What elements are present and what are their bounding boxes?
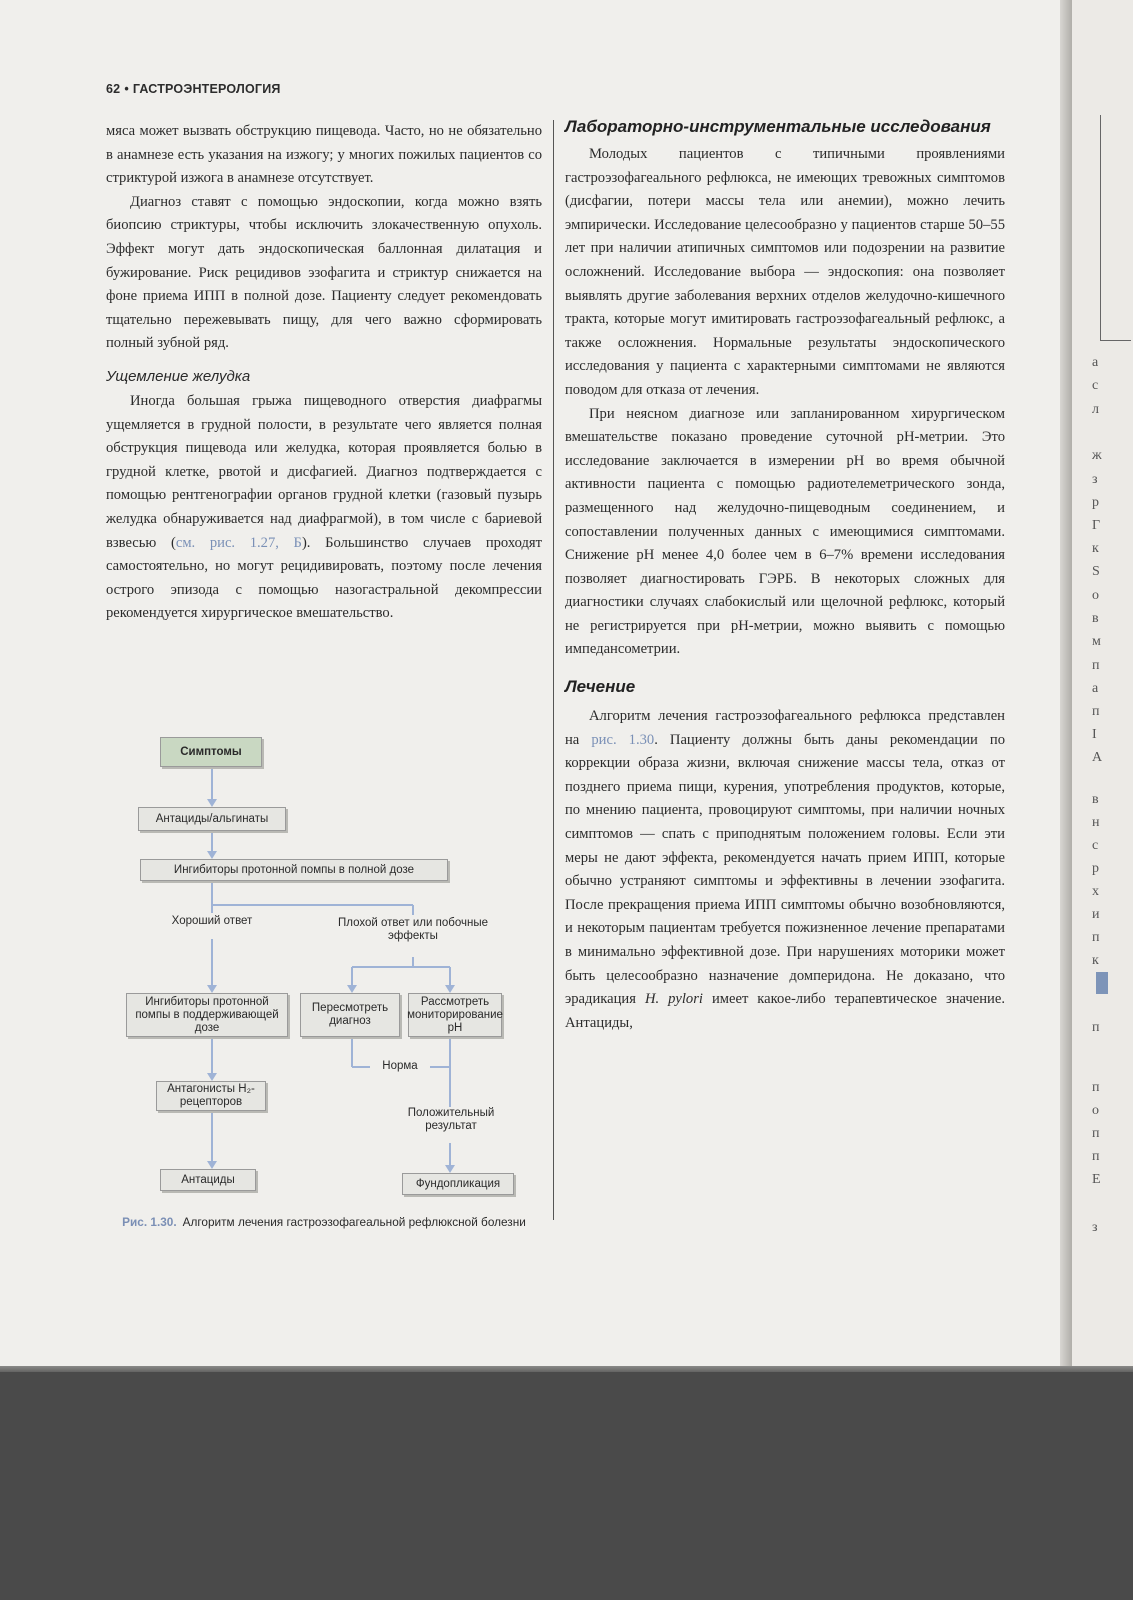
next-page-accent-bar bbox=[1096, 972, 1108, 994]
edge-letter: р bbox=[1092, 861, 1099, 876]
figure-reference-1-30[interactable]: рис. 1.30 bbox=[591, 731, 655, 748]
subheading-stomach-strangulation: Ущемление желудка bbox=[106, 367, 251, 385]
edge-letter: с bbox=[1092, 838, 1099, 853]
edge-letter: с bbox=[1092, 378, 1099, 393]
left-paragraph-3-text-a: Иногда большая грыжа пищеводного отверстия диафрагмы ущемляется в грудной полости, в результате чего является полная обструкция пищевода или желудка, которая проявляется болью в грудной клетке, рвотой и дисфагией. Диагноз подтверждается с помощью рентгенографии органов грудной клетки (газовый пузырь желудка обнаруживается над диафрагмой), в том числе с бариевой взвесью ( bbox=[106, 392, 542, 551]
caption-text: Алгоритм лечения гастроэзофагеальной рефлюксной болезни bbox=[182, 1215, 526, 1229]
edge-letter: з bbox=[1092, 472, 1098, 487]
label-positive-result: Положительный результат bbox=[407, 1107, 495, 1132]
edge-letter: о bbox=[1092, 588, 1099, 603]
box-symptoms: Симптомы bbox=[160, 737, 262, 767]
edge-letter: ж bbox=[1092, 448, 1102, 463]
label-poor-response: Плохой ответ или побочные эффекты bbox=[338, 917, 488, 942]
heading-lab-instrumental: Лабораторно-инструментальные исследования bbox=[565, 117, 991, 136]
header-bullet: • bbox=[124, 82, 129, 96]
edge-letter: з bbox=[1092, 1220, 1098, 1235]
scanner-background bbox=[0, 1372, 1133, 1600]
box-ph-monitoring: Рассмотреть мониторирование pH bbox=[408, 993, 502, 1037]
edge-letter: А bbox=[1092, 750, 1103, 765]
edge-letter: п bbox=[1092, 704, 1100, 719]
label-norm: Норма bbox=[370, 1060, 430, 1073]
box-antacids-alginates: Антациды/альгинаты bbox=[138, 807, 286, 831]
edge-letter: а bbox=[1092, 681, 1099, 696]
page-gutter-shadow bbox=[1060, 0, 1072, 1372]
left-paragraph-2: Диагноз ставят с помощью эндоскопии, когда можно взять биопсию стриктуры, чтобы исключить злокачественную опухоль. Эффект могут дать эндоскопическая баллонная дилатация и бужирование. Риск рецидивов эзофагита и стриктур снижается на фоне приема ИПП в полной дозе. Пациенту следует рекомендовать тщательно пережевывать пищу, для чего важно сформировать полный зубной ряд. bbox=[106, 193, 542, 352]
right-paragraph-3-text-b: . Пациенту должны быть даны рекомендации по коррекции образа жизни, включая снижение массы тела, отказ от позднего приема пищи, курения, употребления продуктов, которые, по мнению пациента, провоцируют симптомы, при наличии ночных симптомов — спать с приподнятым положением головы. Если эти меры не дают эффекта, рекомендуется начать прием ИПП, которые обычно устраняют симптомы и эффективны в лечении эзофагита. После прекращения приема ИПП симптомы обычно возобновляются, и некоторым пациентам требуется пожизненное лечение препаратами в минимально эффективной дозе. При нарушениях моторики может быть целесообразно назначение домперидона. Не доказано, что эрадикация bbox=[565, 731, 1006, 1008]
figure-caption bbox=[106, 1214, 542, 1230]
edge-letter: п bbox=[1092, 1126, 1100, 1141]
left-paragraph-3 bbox=[106, 390, 542, 626]
box-ppi-maintenance: Ингибиторы протонной помпы в поддерживающей дозе bbox=[126, 993, 288, 1037]
box-h2-antagonists: Антагонисты H₂-рецепторов bbox=[156, 1081, 266, 1111]
page-number: 62 bbox=[106, 82, 121, 96]
gerd-algorithm-figure bbox=[120, 735, 540, 1205]
right-column bbox=[565, 116, 1005, 1035]
figure-reference-1-27[interactable]: см. рис. 1.27, Б bbox=[175, 534, 302, 551]
edge-letter: р bbox=[1092, 495, 1099, 510]
box-reconsider-diagnosis: Пересмотреть диагноз bbox=[300, 993, 400, 1037]
edge-letter: а bbox=[1092, 355, 1099, 370]
label-good-response: Хороший ответ bbox=[171, 915, 253, 927]
running-header bbox=[106, 82, 281, 96]
edge-letter: о bbox=[1092, 1103, 1099, 1118]
edge-letter: п bbox=[1092, 930, 1100, 945]
right-paragraph-3-text-a: Алгоритм лечения гастроэзофагеального рефлюкса представлен на bbox=[565, 708, 1005, 748]
section-title: ГАСТРОЭНТЕРОЛОГИЯ bbox=[132, 82, 281, 96]
box-fundoplication: Фундопликация bbox=[402, 1173, 514, 1195]
edge-letter: S bbox=[1092, 564, 1100, 579]
edge-letter: п bbox=[1092, 1020, 1100, 1035]
next-page-table-edge bbox=[1100, 115, 1131, 341]
right-paragraph-1: Молодых пациентов с типичными проявлениями гастроэзофагеального рефлюкса, не имеющих тревожных симптомов (дисфагии, потери массы тела или анемии), можно лечить эмпирически. Исследование целесообразно у пациентов старше 50–55 лет при наличии атипичных симптомов или подозрении на развитие осложнений. Исследование выбора — эндоскопия: она позволяет выявлять другие заболевания верхних отделов желудочно-кишечного тракта, которые могут имитировать гастроэзофагеальный рефлюкс, а также осложнения. Нормальные результаты эндоскопического исследования у пациента с характерными симптомами не являются поводом для отказа от лечения. bbox=[565, 146, 1005, 398]
edge-letter: п bbox=[1092, 1080, 1100, 1095]
edge-letter: и bbox=[1092, 907, 1100, 922]
left-paragraph-3-text-b: ). Большинство случаев проходят самостоятельно, но могут рецидивировать, поэтому после лечения острого эпизода с помощью назогастральной декомпрессии рекомендуется хирургическое вмешательство. bbox=[106, 534, 543, 622]
edge-letter: л bbox=[1092, 402, 1099, 417]
edge-letter: в bbox=[1092, 611, 1099, 626]
column-divider bbox=[553, 120, 554, 1220]
left-paragraph-1: мяса может вызвать обструкцию пищевода. Часто, но не обязательно в анамнезе есть указания на изжогу; у многих пожилых пациентов со стриктурой изжога в анамнезе отсутствует. bbox=[106, 123, 542, 187]
edge-letter: Е bbox=[1092, 1172, 1101, 1187]
box-ppi-full-dose: Ингибиторы протонной помпы в полной дозе bbox=[140, 859, 448, 881]
right-paragraph-2: При неясном диагнозе или запланированном хирургическом вмешательстве показано проведение суточной pH-метрии. Это исследование заключается в измерении pH во время обычной активности пациента с помощью радиотелеметрического зонда, размещенного над желудочно-пищеводным соединением, и сопоставлении полученных данных с имеющимися симптомами. Снижение pH менее 4,0 более чем в 6–7% времени исследования позволяет диагностировать ГЭРБ. В некоторых сложных для диагностики случаях слабокислый или щелочной рефлюкс, который не регистрируется при pH-метрии, можно выявить с помощью импедансометрии. bbox=[565, 405, 1005, 658]
edge-letter: п bbox=[1092, 658, 1100, 673]
right-paragraph-3 bbox=[565, 705, 1005, 1035]
left-column bbox=[106, 120, 542, 626]
caption-number: Рис. 1.30. bbox=[122, 1215, 177, 1229]
edge-letter: I bbox=[1092, 727, 1097, 742]
edge-letter: м bbox=[1092, 634, 1101, 649]
edge-letter: к bbox=[1092, 953, 1099, 968]
edge-letter: в bbox=[1092, 792, 1099, 807]
genus-h-pylori: H. pylori bbox=[644, 991, 703, 1008]
flowchart-arrows bbox=[120, 735, 540, 1205]
edge-letter: х bbox=[1092, 884, 1099, 899]
edge-letter: п bbox=[1092, 1149, 1100, 1164]
edge-letter: к bbox=[1092, 541, 1099, 556]
edge-letter: н bbox=[1092, 815, 1100, 830]
box-antacids: Антациды bbox=[160, 1169, 256, 1191]
heading-treatment: Лечение bbox=[565, 677, 636, 697]
edge-letter: Г bbox=[1092, 518, 1101, 533]
right-paragraph-3-text-c: имеет какое-либо терапевтическое значение. Антациды, bbox=[565, 991, 1005, 1031]
